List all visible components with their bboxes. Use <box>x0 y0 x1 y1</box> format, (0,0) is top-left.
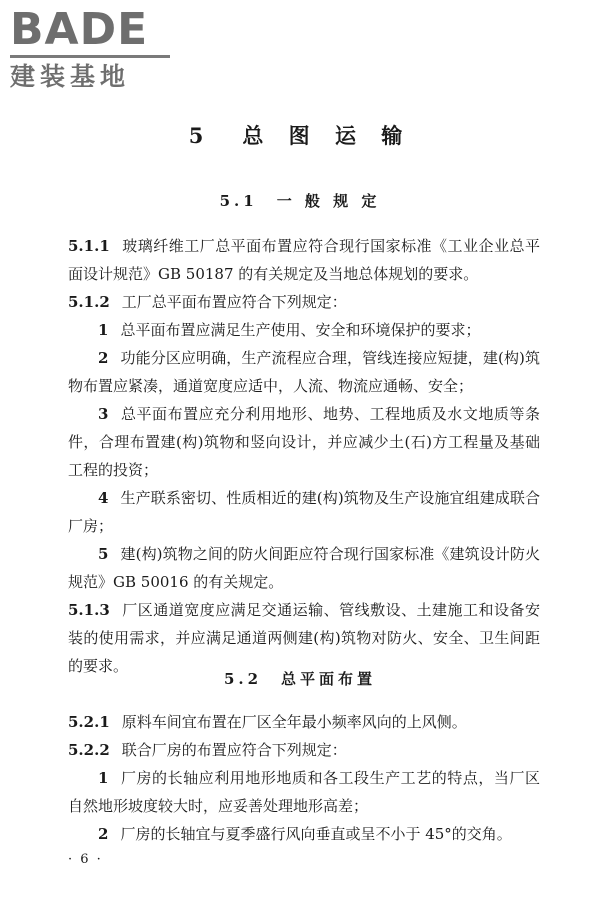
clause-text: 工厂总平面布置应符合下列规定： <box>121 293 347 311</box>
item-number: 3 <box>98 405 109 423</box>
clause-5-2-2 <box>68 736 540 764</box>
clause-5-2-1 <box>68 708 540 736</box>
bade-logo <box>10 6 175 96</box>
clause-5-1-1 <box>68 232 540 288</box>
clause-number: 5.2.2 <box>68 741 110 759</box>
section-heading-5-2: 5.2 总平面布置 <box>223 670 377 688</box>
clause-text: 厂区通道宽度应满足交通运输、管线敷设、土建施工和设备安装的使用需求，并应满足通道两侧建(构)筑物对防火、安全、卫生间距的要求。 <box>68 601 540 675</box>
list-item <box>68 484 540 540</box>
list-item <box>68 540 540 596</box>
item-number: 2 <box>98 349 109 367</box>
clause-text: 玻璃纤维工厂总平面布置应符合现行国家标准《工业企业总平面设计规范》GB 50187 的有关规定及当地总体规划的要求。 <box>68 237 540 283</box>
list-item <box>68 344 540 400</box>
clause-text: 联合厂房的布置应符合下列规定： <box>121 741 347 759</box>
item-text: 生产联系密切、性质相近的建(构)筑物及生产设施宜组建成联合厂房； <box>68 489 540 535</box>
section-heading-5-1: 5.1 一 般 规 定 <box>219 192 381 210</box>
list-item <box>68 820 540 848</box>
clause-5-1-2 <box>68 288 540 316</box>
chapter-title: 5 总 图 运 输 <box>188 123 412 148</box>
item-text: 建(构)筑物之间的防火间距应符合现行国家标准《建筑设计防火规范》GB 50016 的有关规定。 <box>68 545 540 591</box>
item-number: 1 <box>98 769 109 787</box>
item-number: 4 <box>98 489 109 507</box>
clause-number: 5.1.1 <box>68 237 110 255</box>
list-item <box>68 764 540 820</box>
logo-divider <box>10 55 170 58</box>
clause-text: 原料车间宜布置在厂区全年最小频率风向的上风侧。 <box>121 713 467 731</box>
clause-number: 5.1.2 <box>68 293 110 311</box>
item-text: 总平面布置应充分利用地形、地势、工程地质及水文地质等条件，合理布置建(构)筑物和竖向设计，并应减少土(石)方工程量及基础工程的投资； <box>68 405 540 479</box>
item-text: 厂房的长轴应利用地形地质和各工段生产工艺的特点，当厂区自然地形坡度较大时，应妥善处理地形高差； <box>68 769 540 815</box>
page-number: · 6 · <box>68 852 103 867</box>
list-item <box>68 400 540 484</box>
logo-wordmark: BADE <box>10 4 149 55</box>
clause-number: 5.1.3 <box>68 601 110 619</box>
item-number: 5 <box>98 545 109 563</box>
logo-chinese-text: 建装基地 <box>10 62 131 91</box>
item-text: 厂房的长轴宜与夏季盛行风向垂直或呈不小于 45°的交角。 <box>120 825 512 843</box>
item-number: 2 <box>98 825 109 843</box>
clause-number: 5.2.1 <box>68 713 110 731</box>
list-item <box>68 316 540 344</box>
item-text: 总平面布置应满足生产使用、安全和环境保护的要求； <box>120 321 481 339</box>
item-number: 1 <box>98 321 109 339</box>
item-text: 功能分区应明确，生产流程应合理，管线连接应短捷，建(构)筑物布置应紧凑，通道宽度应适中，人流、物流应通畅、安全； <box>68 349 540 395</box>
